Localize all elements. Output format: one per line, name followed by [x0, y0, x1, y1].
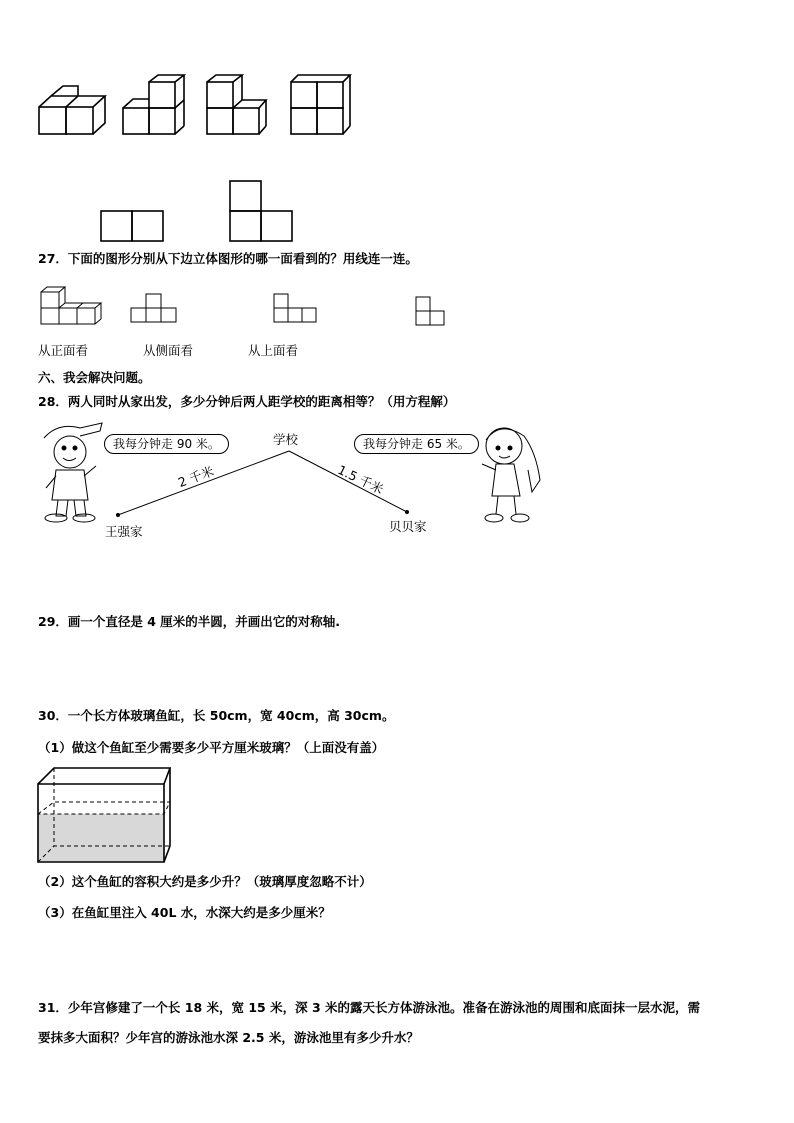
q30-sub2: （2）这个鱼缸的容积大约是多少升？（玻璃厚度忽略不计） [38, 874, 372, 889]
q27-text: 27．下面的图形分别从下边立体图形的哪一面看到的？用线连一连。 [38, 251, 418, 266]
section6-title: 六、我会解决问题。 [38, 370, 151, 385]
school-label: 学校 [273, 432, 299, 447]
q30-sub1: （1）做这个鱼缸至少需要多少平方厘米玻璃？（上面没有盖） [38, 740, 385, 755]
home-left-label: 王强家 [105, 524, 143, 539]
q27-label-top: 从上面看 [248, 343, 299, 358]
q30-text: 30．一个长方体玻璃鱼缸，长 50cm，宽 40cm，高 30cm。 [38, 708, 395, 723]
q31-line2: 要抹多大面积？少年宫的游泳池水深 2.5 米，游泳池里有多少升水？ [38, 1030, 419, 1045]
q31-line1: 31．少年宫修建了一个长 18 米，宽 15 米，深 3 米的露天长方体游泳池。准备在游泳池的周围和底面抹一层水泥，需 [38, 1000, 700, 1015]
distance-right-label: 1.5 千米 [335, 462, 386, 497]
home-right-label: 贝贝家 [389, 519, 427, 534]
q29-text: 29．画一个直径是 4 厘米的半圆，并画出它的对称轴. [38, 614, 341, 629]
speech-bubble-boy: 我每分钟走 90 米。 [104, 434, 229, 454]
q30-sub3: （3）在鱼缸里注入 40L 水，水深大约是多少厘米？ [38, 905, 331, 920]
q27-label-front: 从正面看 [38, 343, 89, 358]
q27-label-side: 从侧面看 [143, 343, 194, 358]
q28-text: 28．两人同时从家出发，多少分钟后两人距学校的距离相等？（用方程解） [38, 394, 456, 409]
distance-left-label: 2 千米 [176, 463, 216, 491]
speech-bubble-girl: 我每分钟走 65 米。 [354, 434, 479, 454]
